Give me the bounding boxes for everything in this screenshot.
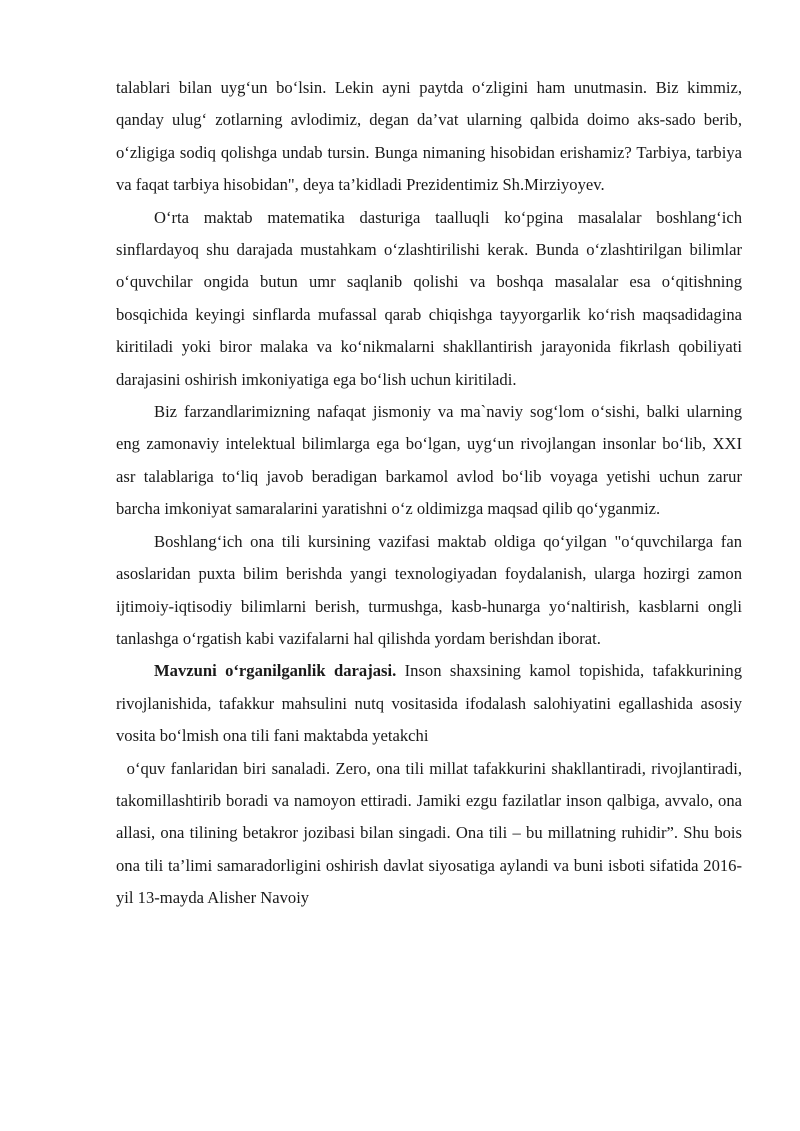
paragraph-5 [116, 655, 742, 752]
paragraph-2: O‘rta maktab matematika dasturiga taalluqli ko‘pgina masalalar boshlang‘ich sinflardayoq shu darajada mustahkam o‘zlashtirilishi kerak. Bunda o‘zlashtirilgan bilimlar o‘quvchilar ongida butun umr saqlanib qolishi va boshqa masalalar esa o‘qitishning bosqichida keyingi sinflarda mufassal qarab chiqishga tayyorgarlik ko‘rish maqsadidagina kiritiladi yoki biror malaka va ko‘nikmalarni shakllantirish jarayonida fikrlash qobiliyati darajasini oshirish imkoniyatiga ega bo‘lish uchun kiritiladi. [116, 207, 742, 389]
paragraph-1: talablari bilan uyg‘un bo‘lsin. Lekin ayni paytda o‘zligini ham unutmasin. Biz kimmiz, qanday ulug‘ zotlarning avlodimiz, degan da’vat ularning qalbida doimo aks-sado berib, o‘zligiga sodiq qolishga undab tursin. Bunga nimaning hisobidan erishamiz? Tarbiya, tarbiya va faqat tarbiya hisobidan", deya ta’kidladi Prezidentimiz Sh.Mirziyoyev. [116, 78, 742, 195]
paragraph-5-text-a: Inson shaxsining kamol topishida, tafakkurining rivojlanishida, tafakkur mahsulini nutq vositasida ifodalash salohiyatini egallashida asosiy vosita bo‘lmish ona tili fani maktabda yetakchi [116, 661, 742, 746]
paragraph-5-continued: o‘quv fanlaridan biri sanaladi. Zero, ona tili millat tafakkurini shakllantiradi, rivojlantiradi, takomillashtirib boradi va namoyon ettiradi. Jamiki ezgu fazilatlar inson qalbiga, avvalo, ona allasi, ona tilining betakror jozibasi bilan singadi. Ona tili – bu millatning ruhidir”. Shu bois ona tili ta’limi samaradorligini oshirish davlat siyosatiga aylandi va buni isboti sifatida 2016-yil 13-mayda Alisher Navoiy [116, 758, 747, 908]
document-page [116, 72, 747, 915]
section-heading: Mavzuni o‘rganilganlik darajasi. [154, 661, 397, 681]
paragraph-3: Biz farzandlarimizning nafaqat jismoniy va ma`naviy sog‘lom o‘sishi, balki ularning eng zamonaviy intelektual bilimlarga ega bo‘lgan, uyg‘un rivojlangan insonlar bo‘lib, XXI asr talablariga to‘liq javob beradigan barkamol avlod bo‘lib voyaga yetishi uchun zarur barcha imkoniyat samaralarini yaratishni o‘z oldimizga maqsad qilib qo‘yganmiz. [116, 402, 742, 519]
paragraph-4: Boshlang‘ich ona tili kursining vazifasi maktab oldiga qo‘yilgan "o‘quvchilarga fan asoslaridan puxta bilim berishda yangi texnologiyadan foydalanish, ularga hozirgi zamon ijtimoiy-iqtisodiy bilimlarni berish, turmushga, kasb-hunarga yo‘naltirish, kasblarni ongli tanlashga o‘rgatish kabi vazifalarni hal qilishda yordam berishdan iborat. [116, 531, 742, 648]
